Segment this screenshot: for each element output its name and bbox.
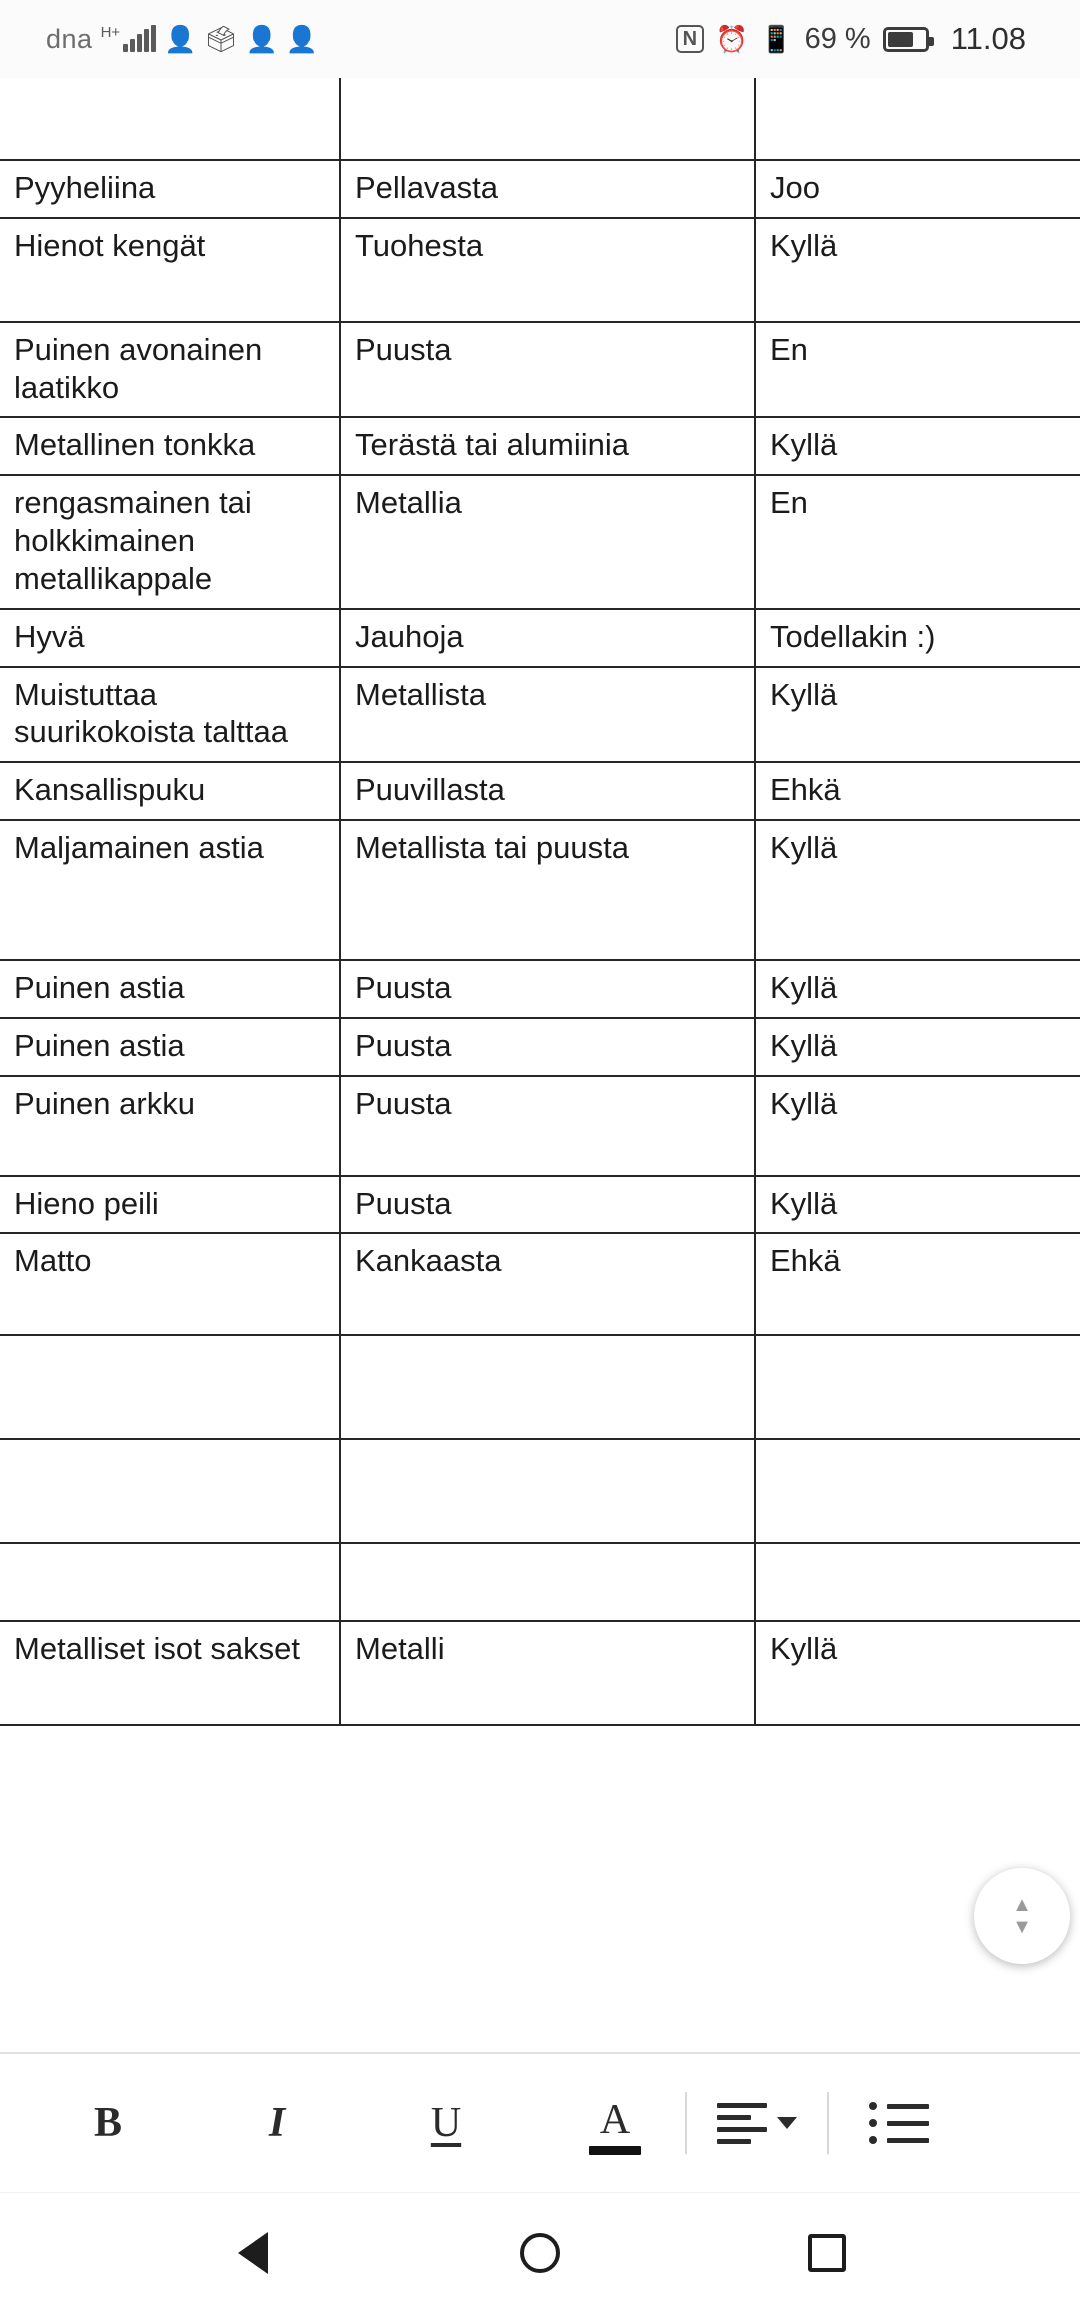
table-row[interactable]	[0, 820, 1080, 960]
table-cell-answer[interactable]	[755, 78, 1080, 160]
table-cell-answer[interactable]: Kyllä	[755, 417, 1080, 475]
carrier-label: dna	[46, 23, 93, 54]
table-row[interactable]	[0, 475, 1080, 608]
table-row[interactable]	[0, 1018, 1080, 1076]
table-row[interactable]	[0, 218, 1080, 322]
table-cell-item[interactable]	[0, 1439, 340, 1543]
status-bar-right	[676, 21, 1026, 57]
table-cell-answer[interactable]: En	[755, 322, 1080, 418]
chevron-up-icon: ▲	[1012, 1894, 1032, 1916]
table-cell-material[interactable]: Metallia	[340, 475, 755, 608]
table-cell-material[interactable]: Metallista tai puusta	[340, 820, 755, 960]
table-cell-material[interactable]	[340, 1543, 755, 1621]
status-bar	[0, 0, 1080, 78]
format-toolbar	[0, 2052, 1080, 2192]
table-cell-answer[interactable]: Kyllä	[755, 218, 1080, 322]
table-cell-answer[interactable]: En	[755, 475, 1080, 608]
table-cell-material[interactable]: Metallista	[340, 667, 755, 763]
table-row[interactable]	[0, 1176, 1080, 1234]
table-cell-item[interactable]: Kansallispuku	[0, 762, 340, 820]
table-cell-item[interactable]: Muistuttaa suurikokoista talttaa	[0, 667, 340, 763]
table-cell-item[interactable]: rengasmainen tai holkkimainen metallikappale	[0, 475, 340, 608]
message-icon: 🗳	[204, 24, 238, 54]
nav-home-button[interactable]	[495, 2208, 585, 2298]
table-cell-answer[interactable]: Joo	[755, 160, 1080, 218]
home-circle-icon	[520, 2233, 560, 2273]
bullet-list-icon	[869, 2102, 929, 2144]
table-cell-answer[interactable]: Kyllä	[755, 1621, 1080, 1725]
person-icon: 👤	[164, 24, 197, 54]
table-cell-item[interactable]: Matto	[0, 1233, 340, 1335]
scroll-handle[interactable]	[974, 1868, 1070, 1964]
table-row[interactable]	[0, 762, 1080, 820]
nav-back-button[interactable]	[208, 2208, 298, 2298]
table-cell-answer[interactable]: Kyllä	[755, 667, 1080, 763]
table-body	[0, 78, 1080, 1725]
table-row[interactable]	[0, 417, 1080, 475]
table-cell-material[interactable]: Kankaasta	[340, 1233, 755, 1335]
text-color-button[interactable]	[567, 2075, 663, 2171]
table-cell-item[interactable]: Pyyheliina	[0, 160, 340, 218]
text-color-swatch	[589, 2146, 641, 2155]
table-cell-material[interactable]	[340, 78, 755, 160]
table-cell-item[interactable]	[0, 1543, 340, 1621]
table-row[interactable]	[0, 1621, 1080, 1725]
table-cell-answer[interactable]: Kyllä	[755, 1176, 1080, 1234]
table-cell-answer[interactable]	[755, 1543, 1080, 1621]
table-row[interactable]	[0, 1439, 1080, 1543]
alarm-icon: ⏰	[715, 24, 749, 54]
table-cell-item[interactable]: Puinen astia	[0, 960, 340, 1018]
table-cell-material[interactable]: Metalli	[340, 1621, 755, 1725]
table-cell-answer[interactable]	[755, 1335, 1080, 1439]
table-cell-answer[interactable]: Kyllä	[755, 960, 1080, 1018]
table-cell-material[interactable]: Puusta	[340, 1076, 755, 1176]
network-type-label: H+	[100, 24, 121, 41]
signal-strength-icon	[123, 26, 156, 52]
person-icon: 👤	[285, 24, 319, 54]
table-row[interactable]	[0, 1233, 1080, 1335]
nav-recents-button[interactable]	[782, 2208, 872, 2298]
table-cell-item[interactable]: Hienot kengät	[0, 218, 340, 322]
table-cell-item[interactable]: Hyvä	[0, 609, 340, 667]
battery-icon	[883, 27, 929, 52]
table-cell-item[interactable]: Puinen astia	[0, 1018, 340, 1076]
table-cell-answer[interactable]	[755, 1439, 1080, 1543]
align-left-icon	[717, 2103, 767, 2144]
table-cell-item[interactable]	[0, 78, 340, 160]
table-cell-item[interactable]: Maljamainen astia	[0, 820, 340, 960]
document-canvas[interactable]	[0, 78, 1080, 2052]
vibrate-icon: 📱	[760, 24, 793, 54]
battery-percent-label: 69 %	[804, 22, 871, 55]
table-cell-item[interactable]: Puinen avonainen laatikko	[0, 322, 340, 418]
table-cell-answer[interactable]: Todellakin :)	[755, 609, 1080, 667]
table-cell-material[interactable]: Puusta	[340, 322, 755, 418]
table-cell-material[interactable]	[340, 1335, 755, 1439]
table-cell-answer[interactable]: Kyllä	[755, 1018, 1080, 1076]
table-cell-material[interactable]: Puusta	[340, 1176, 755, 1234]
toolbar-divider	[827, 2092, 829, 2154]
bullet-list-button[interactable]	[851, 2075, 947, 2171]
signal-bars-icon	[101, 26, 157, 52]
table-cell-material[interactable]: Jauhoja	[340, 609, 755, 667]
table-cell-answer[interactable]: Ehkä	[755, 762, 1080, 820]
table-row[interactable]	[0, 667, 1080, 763]
chevron-down-icon: ▼	[1012, 1916, 1032, 1938]
table-row[interactable]	[0, 1076, 1080, 1176]
table-cell-material[interactable]: Tuohesta	[340, 218, 755, 322]
text-color-letter: A	[599, 2096, 631, 2143]
table-cell-item[interactable]: Metalliset isot sakset	[0, 1621, 340, 1725]
table-cell-material[interactable]: Pellavasta	[340, 160, 755, 218]
table-row[interactable]	[0, 78, 1080, 160]
android-nav-bar	[0, 2192, 1080, 2312]
nfc-icon: N	[676, 25, 704, 53]
toolbar-divider	[685, 2092, 687, 2154]
table-cell-answer[interactable]: Kyllä	[755, 1076, 1080, 1176]
table-row[interactable]	[0, 609, 1080, 667]
table-cell-item[interactable]: Metallinen tonkka	[0, 417, 340, 475]
table-cell-answer[interactable]: Kyllä	[755, 820, 1080, 960]
table-row[interactable]	[0, 160, 1080, 218]
table-row[interactable]	[0, 960, 1080, 1018]
recents-square-icon	[808, 2234, 846, 2272]
table-cell-material[interactable]: Puusta	[340, 960, 755, 1018]
align-button[interactable]	[709, 2075, 805, 2171]
document-table[interactable]	[0, 78, 1080, 1726]
table-cell-item[interactable]	[0, 1335, 340, 1439]
table-cell-material[interactable]	[340, 1439, 755, 1543]
table-cell-answer[interactable]: Ehkä	[755, 1233, 1080, 1335]
table-cell-material[interactable]: Puusta	[340, 1018, 755, 1076]
table-cell-material[interactable]: Terästä tai alumiinia	[340, 417, 755, 475]
italic-button[interactable]: I	[268, 2100, 286, 2146]
back-triangle-icon	[238, 2232, 268, 2274]
table-cell-item[interactable]: Hieno peili	[0, 1176, 340, 1234]
table-cell-item[interactable]: Puinen arkku	[0, 1076, 340, 1176]
person-icon: 👤	[245, 24, 278, 54]
underline-button[interactable]: U	[430, 2100, 462, 2146]
table-cell-material[interactable]: Puuvillasta	[340, 762, 755, 820]
table-row[interactable]	[0, 322, 1080, 418]
chevron-down-icon	[777, 2117, 797, 2129]
status-bar-left	[46, 24, 318, 55]
clock-label: 11.08	[950, 21, 1026, 56]
bold-button[interactable]: B	[93, 2100, 122, 2146]
table-row[interactable]	[0, 1543, 1080, 1621]
table-row[interactable]	[0, 1335, 1080, 1439]
